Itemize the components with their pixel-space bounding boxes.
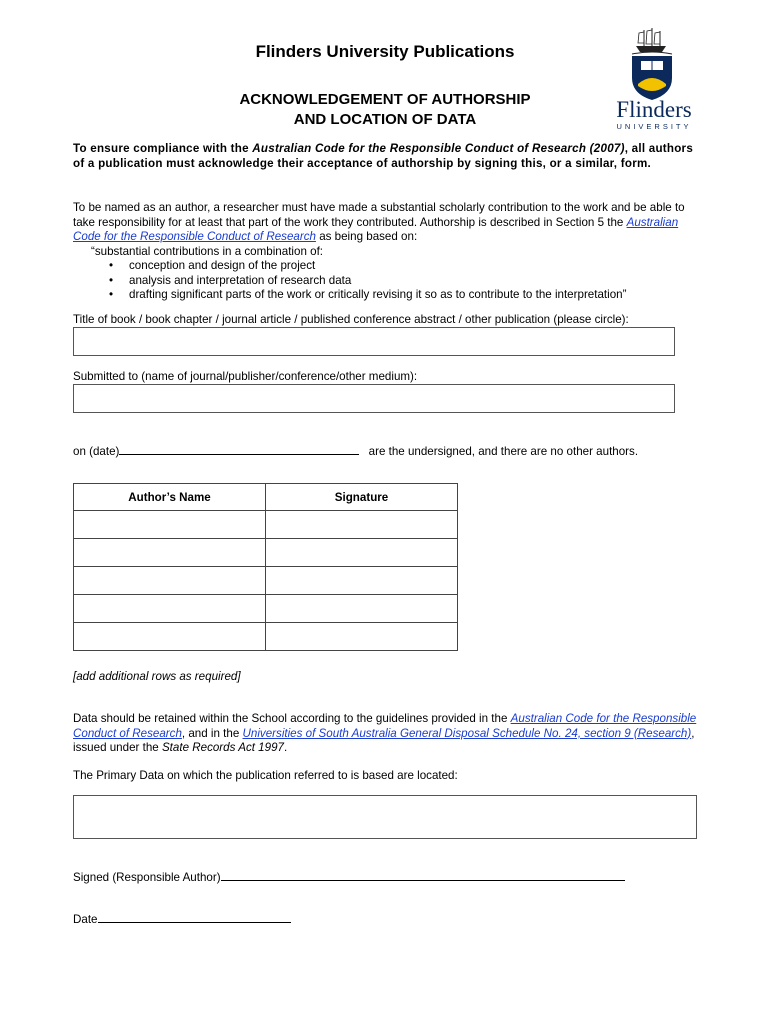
author-name-cell[interactable] (74, 539, 266, 567)
form-subtitle-line2: AND LOCATION OF DATA (293, 111, 477, 128)
author-name-cell[interactable] (74, 623, 266, 651)
author-name-cell[interactable] (74, 595, 266, 623)
table-row (74, 567, 458, 595)
compliance-intro: To ensure compliance with the Australian Code for the Responsible Conduct of Research (2007), all authors of a publication must acknowledge their acceptance of authorship by signing this, or a similar, form. (73, 142, 694, 170)
quote-intro: “substantial contributions in a combination of: (91, 244, 324, 258)
page-title: Flinders University Publications (255, 42, 515, 61)
date-suffix: are the undersigned, and there are no other authors. (368, 445, 639, 458)
column-header-signature: Signature (266, 484, 458, 511)
signature-cell[interactable] (266, 623, 458, 651)
primary-data-field[interactable] (73, 795, 697, 839)
flinders-logo (608, 28, 700, 132)
signoff-date-line (73, 909, 291, 926)
column-header-author-name: Author’s Name (74, 484, 266, 511)
list-item: • conception and design of the project (129, 259, 698, 274)
authorship-description: To be named as an author, a researcher must have made a substantial scholarly contribution to the work and be able to take responsibility for at least that part of the work they contributed. Authorship is described in Section 5 the Australian Code for the Responsible Conduct of Research as being based on: “substantial contributions in a combination of: • conception and design of the project • analysis and interpretation of research data • drafting significant parts of the work or critically revising it so as to contribute to the interpretation” (73, 201, 698, 303)
table-row (74, 623, 458, 651)
authors-table (73, 483, 458, 651)
date-field[interactable] (119, 441, 359, 455)
logo-subtext: UNIVERSITY (616, 122, 692, 131)
signed-label: Signed (Responsible Author) (73, 871, 221, 884)
date-line (73, 441, 698, 458)
code-link[interactable]: Australian Code for the Responsible Conduct of Research (73, 215, 679, 243)
table-row (74, 539, 458, 567)
signoff-date-field[interactable] (98, 909, 291, 923)
criteria-list (73, 259, 698, 303)
list-item: • drafting significant parts of the work or critically revising it so as to contribute to the interpretation” (129, 288, 698, 303)
title-field[interactable] (73, 327, 675, 356)
logo-wordmark: Flinders (616, 97, 692, 122)
date-label: on (date) (73, 445, 120, 458)
data-retention-text: Data should be retained within the School according to the guidelines provided in the Australian Code for the Responsible Conduct of Research, and in the Universities of South Australia General Disposal Schedule No. 24, section 9 (Research), issued under the State Records Act 1997. (73, 712, 697, 754)
submitted-field[interactable] (73, 384, 675, 413)
form-subtitle-line1: ACKNOWLEDGEMENT OF AUTHORSHIP (239, 91, 531, 108)
table-row (74, 511, 458, 539)
author-name-cell[interactable] (74, 511, 266, 539)
disposal-schedule-link[interactable]: Universities of South Australia General Disposal Schedule No. 24, section 9 (Research) (242, 726, 692, 740)
signature-cell[interactable] (266, 539, 458, 567)
signature-cell[interactable] (266, 567, 458, 595)
table-row (74, 595, 458, 623)
table-header-row (74, 484, 458, 511)
submitted-field-label: Submitted to (name of journal/publisher/conference/other medium): (73, 370, 418, 383)
primary-data-label: The Primary Data on which the publication referred to is based are located: (73, 769, 458, 782)
signature-cell[interactable] (266, 511, 458, 539)
signature-cell[interactable] (266, 595, 458, 623)
list-item: • analysis and interpretation of research data (129, 274, 698, 289)
author-name-cell[interactable] (74, 567, 266, 595)
title-field-label: Title of book / book chapter / journal article / published conference abstract / other publication (please circle): (73, 313, 629, 326)
signature-field[interactable] (221, 867, 625, 881)
signoff-date-label: Date (73, 913, 98, 926)
flinders-crest-icon (608, 28, 700, 100)
state-records-act: State Records Act 1997 (161, 741, 284, 754)
code-link-retention[interactable]: Australian Code for the Responsible Conduct of Research (73, 712, 697, 740)
signed-line (73, 867, 625, 884)
add-rows-note: [add additional rows as required] (73, 670, 241, 683)
code-title: Australian Code for the Responsible Conduct of Research (2007) (252, 142, 625, 155)
